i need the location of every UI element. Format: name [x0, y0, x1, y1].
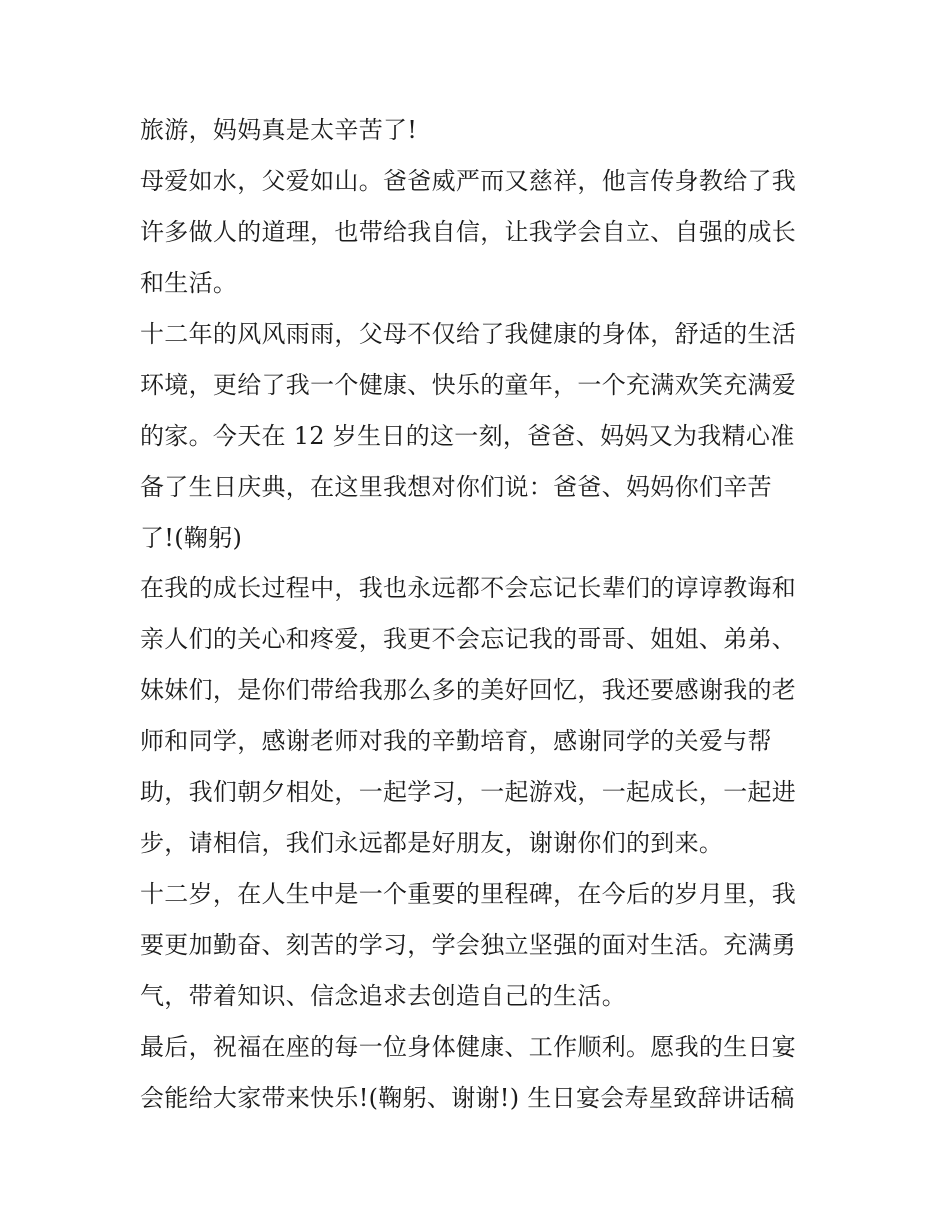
text-line: 最后，祝福在座的每一位身体健康、工作顺利。愿我的生日宴 [140, 1033, 797, 1061]
text-line: 步，请相信，我们永远都是好朋友，谢谢你们的到来。 [140, 829, 724, 857]
text-line: 旅游，妈妈真是太辛苦了! [140, 116, 418, 144]
text-line: 亲人们的关心和疼爱，我更不会忘记我的哥哥、姐姐、弟弟、 [140, 625, 797, 653]
text-line: 的家。今天在 12 岁生日的这一刻，爸爸、妈妈又为我精心准 [140, 422, 795, 450]
text-line: 会能给大家带来快乐!(鞠躬、谢谢!) 生日宴会寿星致辞讲话稿 [140, 1084, 795, 1112]
text-line: 备了生日庆典，在这里我想对你们说：爸爸、妈妈你们辛苦 [140, 473, 772, 501]
text-line: 了!(鞠躬) [140, 524, 243, 552]
text-line: 和生活。 [140, 269, 238, 297]
text-line: 气，带着知识、信念追求去创造自己的生活。 [140, 982, 626, 1010]
text-line: 环境，更给了我一个健康、快乐的童年，一个充满欢笑充满爱 [140, 371, 797, 399]
text-line: 十二年的风风雨雨，父母不仅给了我健康的身体，舒适的生活 [140, 320, 797, 348]
text-line: 在我的成长过程中，我也永远都不会忘记长辈们的谆谆教诲和 [140, 574, 797, 602]
text-line: 许多做人的道理，也带给我自信，让我学会自立、自强的成长 [140, 218, 797, 246]
text-line: 要更加勤奋、刻苦的学习，学会独立坚强的面对生活。充满勇 [140, 931, 797, 959]
text-line: 师和同学，感谢老师对我的辛勤培育，感谢同学的关爱与帮 [140, 727, 772, 755]
text-line: 助，我们朝夕相处，一起学习，一起游戏，一起成长，一起进 [140, 778, 797, 806]
text-line: 母爱如水，父爱如山。爸爸威严而又慈祥，他言传身教给了我 [140, 167, 797, 195]
text-line: 妹妹们，是你们带给我那么多的美好回忆，我还要感谢我的老 [140, 676, 797, 704]
text-line: 十二岁，在人生中是一个重要的里程碑，在今后的岁月里，我 [140, 880, 797, 908]
